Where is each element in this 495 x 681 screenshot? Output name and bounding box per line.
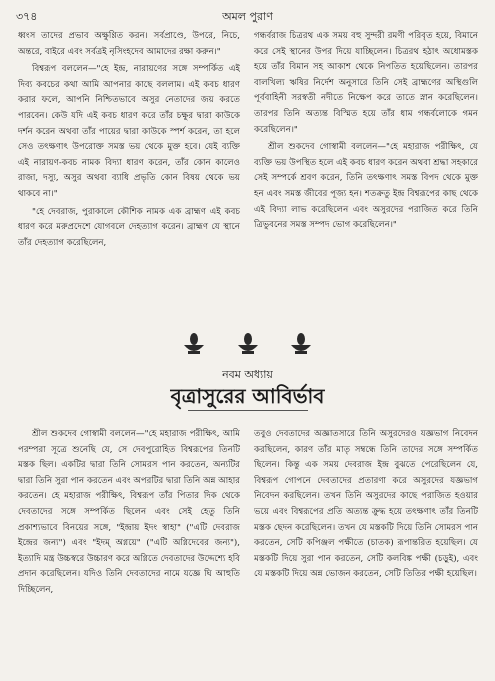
paragraph: শ্রীল শুকদেব গোস্বামী বললেন—"হে মহারাজ পরীক্ষিৎ, যে ব্যক্তি ভয় উপস্থিত হলে এই কবচ ধারণ করেন অথবা শ্রদ্ধা সহকারে সেই সম্পর্কে শ্রবণ করেন, তিনি তৎক্ষণাৎ সমস্ত বিপদ থেকে মুক্ত হন এবং সমস্ত জীবের পূজ্য হন। শতক্রতু ইন্দ্র বিশ্বরূপের কাছ থেকে এই বিদ্যা লাভ করেছিলেন এবং অসুরদের পরাজিত করে তিনি ত্রিভুবনের সমস্ত সম্পদ ভোগ করেছিলেন।" (254, 142, 478, 231)
paragraph: ধ্বংস তাদের প্রভাব অক্ষুণ্ণিত করন। সর্বপ্রাণ্ডে, উপরে, নিচে, অন্তরে, বাইরে এবং সর্বত্রই নৃসিংহদেব আমাদের রক্ষা করুন।" (18, 31, 240, 57)
bottom-left-column (18, 427, 240, 677)
chapter-label: নবম অধ্যায় (222, 368, 273, 381)
paragraph: বিশ্বরূপ বললেন—"হে ইন্দ্র, নারায়ণের সঙ্গে সম্পর্কিত এই দিব্য কবচের কথা আমি আপনার কাছে বললাম। এই কবচ ধারণ করার ফলে, আপনি নিশ্চিতভাবে অসুর নেতাদের জয় করতে পারবেন। কেউ যদি এই কবচ ধারণ করে তাঁর চক্ষুর দ্বারা কাউকে দর্শন করেন অথবা তাঁর পায়ের দ্বারা কাউকে স্পর্শ করেন, তা হলে সেও তৎক্ষণাৎ উপরোক্ত সমস্ত ভয় থেকে মুক্ত হবে। যেই ব্যক্তি এই নারায়ণ-কবচ নামক বিদ্যা ধারণ করেন, তাঁর কোন কালেও রাজা, দস্যু, অসুর অথবা ব্যাধি প্রভৃতি কোন বিষয় থেকে ভয় থাকবে না।" (18, 64, 240, 199)
chapter-title: বৃত্রাসুরের আবির্ভাব (170, 384, 325, 408)
paragraph: তবুও দেবতাদের অজ্ঞাতসারে তিনি অসুরদেরও যজ্ঞভাগ নিবেদন করছিলেন, কারণ তাঁর মাতৃ সম্বন্ধে তিনি তাদের সঙ্গে সম্পর্কিত ছিলেন। কিন্তু এক সময় দেবরাজ ইন্দ্র বুঝতে পেরেছিলেন যে, বিশ্বরূপ গোপনে দেবতাদের প্রতারণা করে অসুরদের যজ্ঞভাগ নিবেদন করছিলেন। তখন তিনি অসুরদের কাছে পরাজিত হওয়ার ভয়ে এবং বিশ্বরূপের প্রতি অত্যন্ত ক্রুদ্ধ হয়ে তৎক্ষণাৎ তাঁর তিনটি মস্তক ছেদন করেছিলেন। তখন যে মস্তকটি দিয়ে তিনি সোমরস পান করতেন, সেটি কপিঞ্জল পক্ষীতে (চাতক) রূপান্তরিত হয়েছিল। যে মস্তকটি দিয়ে সুরা পান করতেন, সেটি কলবিঙ্ক পক্ষী (চড়ুই), এবং যে মস্তকটি দিয়ে অন্ন ভোজন করতেন, সেটি তিতির পক্ষী হয়েছিল। (254, 429, 478, 580)
bottom-right-column (254, 427, 478, 677)
lamp-ornament-icon (287, 331, 315, 355)
title-underline (188, 410, 308, 411)
lamp-ornament-icon (234, 331, 262, 355)
page-number: ৩৭৪ (16, 10, 38, 23)
paragraph: শ্রীল শুকদেব গোস্বামী বললেন—"হে মহারাজ পরীক্ষিৎ, আমি পরম্পরা সূত্রে শুনেছি যে, সে দেবপুরোহিত বিশ্বরূপের তিনটি মস্তক ছিল। একটির দ্বারা তিনি সোমরস পান করতেন, অন্যটির দ্বারা তিনি সুরা পান করতেন এবং অপরটির দ্বারা তিনি অন্ন আহার করতেন। হে মহারাজ পরীক্ষিৎ, বিশ্বরূপ তাঁর পিতার দিক থেকে দেবতাদের সঙ্গে সম্পর্কিত ছিলেন এবং সেই হেতু তিনি প্রকাশ্যভাবে বিনয়ের সঙ্গে, "ইন্দ্রায় ইদং স্বাহা" ("এটি দেবরাজ ইন্দ্রের জন্য") এবং "ইদম্ অগ্নয়ে" ("এটি অগ্নিদেবের জন্য"), ইত্যাদি মন্ত্র উচ্চস্বরে উচ্চারণ করে অগ্নিতে দেবতাদের উদ্দেশ্যে হবি প্রদান করেছিলেন। যদিও তিনি দেবতাদের নামে যজ্ঞে ঘি আহুতি দিচ্ছিলেন, (18, 429, 240, 595)
section-divider-ornaments (0, 331, 495, 357)
paragraph: "হে দেবরাজ, পুরাকালে কৌশিক নামক এক ব্রাহ্মণ এই কবচ ধারণ করে মরুপ্রদেশে যোগবলে দেহত্যাগ করেন। ব্রাহ্মণ যে স্থানে তাঁর দেহত্যাগ করেছিলেন, (18, 206, 240, 248)
paragraph: গন্ধর্বরাজ চিত্ররথ এক সময় বহু সুন্দরী রমণী পরিবৃত হয়ে, বিমানে করে সেই স্থানের উপর দিয়ে যাচ্ছিলেন। চিত্ররথ হঠাৎ অধোমস্তক হয়ে তাঁর বিমান সহ আকাশ থেকে নিপতিত হয়েছিলেন। তারপর বালখিল্য ঋষির নির্দেশ অনুসারে তিনি সেই ব্রাহ্মণের অস্থিগুলি পূর্ববাহিনী সরস্বতী নদীতে নিক্ষেপ করে তাতে স্নান করেছিলেন। তারপর তিনি অত্যন্ত বিস্মিত হয়ে তাঁর ধাম গন্ধর্বলোকে গমন করেছিলেন।" (254, 31, 478, 135)
lamp-ornament-icon (180, 331, 208, 355)
running-header-title: অমল পুরাণ (222, 10, 273, 23)
top-right-column (254, 29, 478, 347)
top-left-column (18, 29, 240, 347)
